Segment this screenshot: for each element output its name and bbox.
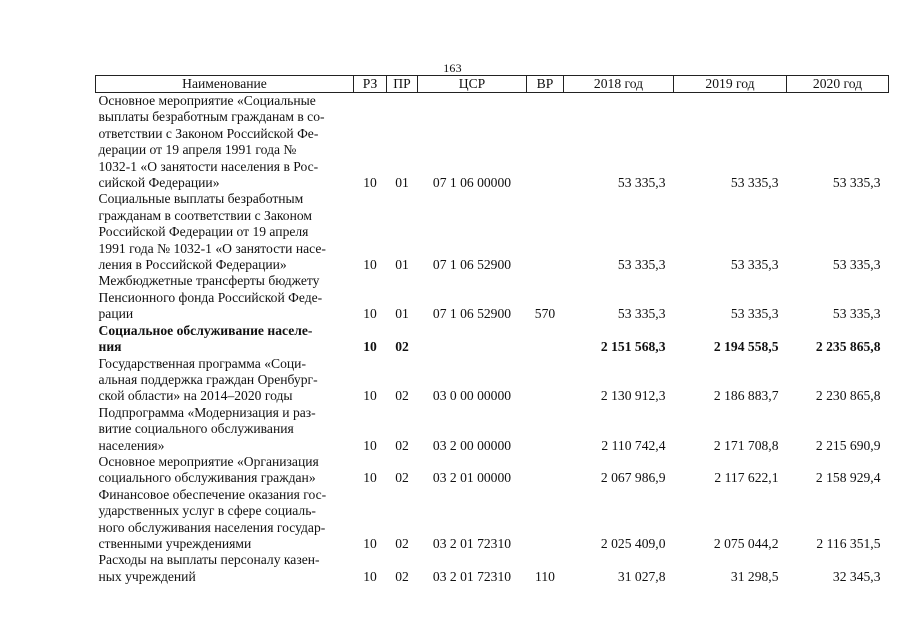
row-csr: 03 2 00 00000 xyxy=(432,437,512,453)
row-2018: 2 067 986,9 xyxy=(600,470,666,486)
row-2018: 53 335,3 xyxy=(617,257,666,273)
row-csr: 03 2 01 72310 xyxy=(432,568,512,584)
row-2018: 2 110 742,4 xyxy=(601,437,666,453)
row-pr: 02 xyxy=(395,339,409,355)
row-2019: 2 186 883,7 xyxy=(713,388,779,404)
row-name-line: гражданам в соответствии с Законом xyxy=(98,207,312,223)
row-csr: 07 1 06 52900 xyxy=(432,257,512,273)
row-csr: 07 1 06 52900 xyxy=(432,306,512,322)
row-name-line: ответствии с Законом Российской Фе- xyxy=(98,125,319,141)
row-rz: 10 xyxy=(363,175,377,191)
row-name-line: Социальные выплаты безработным xyxy=(98,191,304,207)
row-name xyxy=(96,356,354,405)
row-vr xyxy=(527,191,564,273)
row-name-line: сийской Федерации» xyxy=(98,175,220,191)
row-2020: 2 158 929,4 xyxy=(815,470,881,486)
row-name-line: Основное мероприятие «Социальные xyxy=(98,93,316,108)
header-2018: 2018 год xyxy=(564,76,674,93)
row-vr: 110 xyxy=(535,568,555,584)
table-row xyxy=(96,323,889,356)
row-name-line: ственными учреждениями xyxy=(98,535,252,551)
row-vr xyxy=(527,487,564,553)
row-pr: 02 xyxy=(395,437,409,453)
row-vr xyxy=(527,405,564,454)
row-name-line: ного обслуживания населения государ- xyxy=(98,519,326,535)
table-row xyxy=(96,454,889,487)
page-number: 163 xyxy=(443,61,462,75)
row-name-line: Пенсионного фонда Российской Феде- xyxy=(98,289,323,305)
row-csr: 07 1 06 00000 xyxy=(432,175,512,191)
row-pr: 01 xyxy=(395,257,409,273)
table-row xyxy=(96,191,889,273)
row-rz: 10 xyxy=(363,470,377,486)
row-name-line: 1991 года № 1032-1 «О занятости насе- xyxy=(98,240,326,256)
row-2020: 2 116 351,5 xyxy=(816,535,881,551)
row-name-line: Социальное обслуживание населе- xyxy=(98,322,313,338)
row-2019: 53 335,3 xyxy=(730,257,779,273)
table-row xyxy=(96,405,889,454)
row-2020: 32 345,3 xyxy=(832,568,881,584)
header-2019: 2019 год xyxy=(674,76,787,93)
table-row xyxy=(96,552,889,585)
row-name-line: 1032-1 «О занятости населения в Рос- xyxy=(98,158,319,174)
row-vr: 570 xyxy=(534,306,556,322)
row-2020: 53 335,3 xyxy=(832,257,881,273)
row-pr: 02 xyxy=(395,470,409,486)
row-vr xyxy=(527,454,564,487)
row-2018: 53 335,3 xyxy=(617,175,666,191)
row-2020: 53 335,3 xyxy=(832,175,881,191)
row-2020: 2 235 865,8 xyxy=(815,339,881,355)
row-pr: 02 xyxy=(395,535,409,551)
header-pr: ПР xyxy=(387,76,418,93)
row-2019: 2 117 622,1 xyxy=(714,470,779,486)
table-row xyxy=(96,93,889,192)
row-name xyxy=(96,323,354,356)
row-name-line: выплаты безработным гражданам в со- xyxy=(98,109,325,125)
row-2019: 53 335,3 xyxy=(730,306,779,322)
row-vr xyxy=(527,356,564,405)
row-name xyxy=(96,405,354,454)
header-name: Наименование xyxy=(96,76,354,93)
row-name-line: ской области» на 2014–2020 годы xyxy=(98,388,293,404)
row-name-line: Государственная программа «Соци- xyxy=(98,355,306,371)
row-pr: 01 xyxy=(395,306,409,322)
row-2019: 2 171 708,8 xyxy=(713,437,779,453)
row-name-line: рации xyxy=(98,306,134,322)
row-name-line: Финансовое обеспечение оказания гос- xyxy=(98,486,327,502)
row-csr xyxy=(418,323,527,356)
row-2018: 53 335,3 xyxy=(617,306,666,322)
row-pr: 02 xyxy=(395,388,409,404)
row-name-line: Подпрограмма «Модернизация и раз- xyxy=(98,404,316,420)
header-csr: ЦСР xyxy=(418,76,527,93)
row-2019: 2 075 044,2 xyxy=(713,535,779,551)
row-2018: 2 025 409,0 xyxy=(600,535,666,551)
row-2018: 2 130 912,3 xyxy=(600,388,666,404)
header-row xyxy=(96,76,889,93)
row-rz: 10 xyxy=(363,257,377,273)
row-csr: 03 2 01 72310 xyxy=(432,535,512,551)
row-rz: 10 xyxy=(363,568,377,584)
row-name-line: Основное мероприятие «Организация xyxy=(98,453,319,469)
table-header xyxy=(96,76,889,93)
row-name-line: социального обслуживания граждан» xyxy=(98,470,316,486)
header-vr: ВР xyxy=(527,76,564,93)
table-body xyxy=(96,93,889,586)
row-name xyxy=(96,552,354,585)
row-pr: 01 xyxy=(395,175,409,191)
header-rz: РЗ xyxy=(354,76,387,93)
row-2018: 31 027,8 xyxy=(617,568,666,584)
row-2020: 2 215 690,9 xyxy=(815,437,881,453)
budget-table xyxy=(95,75,889,585)
row-name-line: Российской Федерации от 19 апреля xyxy=(98,224,309,240)
row-name xyxy=(96,93,354,192)
row-name-line: витие социального обслуживания xyxy=(98,421,294,437)
row-rz: 10 xyxy=(363,388,377,404)
row-csr: 03 0 00 00000 xyxy=(432,388,512,404)
header-2020: 2020 год xyxy=(787,76,889,93)
table-row xyxy=(96,273,889,322)
row-rz: 10 xyxy=(363,437,377,453)
row-2019: 53 335,3 xyxy=(730,175,779,191)
row-csr: 03 2 01 00000 xyxy=(432,470,512,486)
row-name xyxy=(96,454,354,487)
row-2018: 2 151 568,3 xyxy=(600,339,666,355)
row-rz: 10 xyxy=(363,339,377,355)
row-name-line: Межбюджетные трансферты бюджету xyxy=(98,273,320,289)
row-name-line: Расходы на выплаты персоналу казен- xyxy=(98,552,320,568)
row-name-line: ударственных услуг в сфере социаль- xyxy=(98,503,316,519)
row-2019: 2 194 558,5 xyxy=(713,339,779,355)
row-name-line: дерации от 19 апреля 1991 года № xyxy=(98,142,297,158)
row-name-line: ния xyxy=(98,339,122,355)
table-row xyxy=(96,356,889,405)
row-2020: 2 230 865,8 xyxy=(815,388,881,404)
row-name-line: ления в Российской Федерации» xyxy=(98,257,287,273)
row-name-line: населения» xyxy=(98,437,165,453)
row-name xyxy=(96,487,354,553)
row-name-line: ных учреждений xyxy=(98,568,196,584)
row-name-line: альная поддержка граждан Оренбург- xyxy=(98,371,318,387)
row-rz: 10 xyxy=(363,535,377,551)
row-2020: 53 335,3 xyxy=(832,306,881,322)
row-vr xyxy=(527,93,564,192)
row-vr xyxy=(527,323,564,356)
table-row xyxy=(96,487,889,553)
row-name xyxy=(96,191,354,273)
row-rz: 10 xyxy=(363,306,377,322)
row-pr: 02 xyxy=(395,568,409,584)
row-2019: 31 298,5 xyxy=(730,568,779,584)
row-name xyxy=(96,273,354,322)
